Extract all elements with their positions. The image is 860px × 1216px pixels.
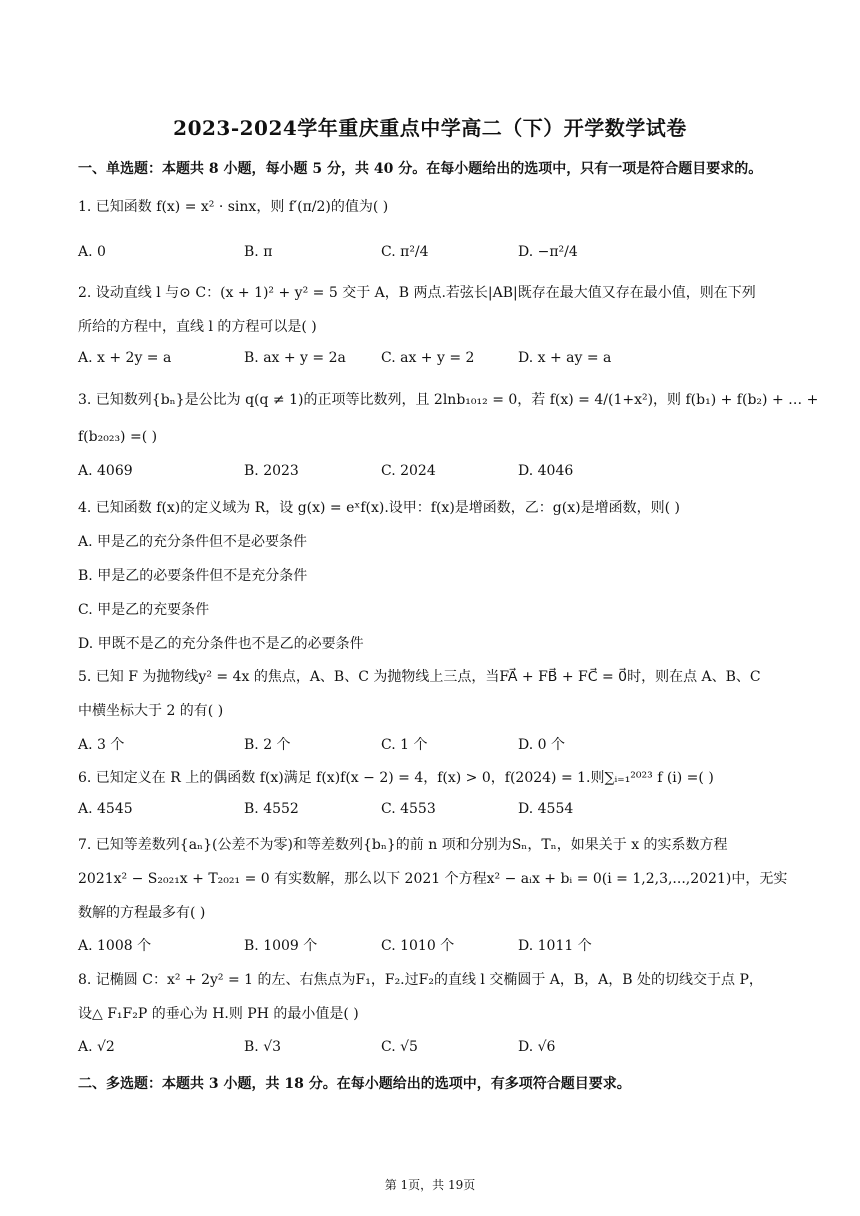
- option-a: A. √2: [78, 1039, 115, 1055]
- section-heading-multiple-choice: 二、多选题：本题共 3 小题，共 18 分。在每小题给出的选项中，有多项符合题目要求。: [78, 1076, 631, 1092]
- question-4-option-a: A. 甲是乙的充分条件但不是必要条件: [78, 534, 308, 550]
- option-c: C. 4553: [381, 801, 436, 817]
- question-8-line-1: 8. 记椭圆 C：x² + 2y² = 1 的左、右焦点为F₁，F₂.过F₂的直线 l 交椭圆于 A，B，A，B 处的切线交于点 P，: [78, 972, 763, 988]
- option-b: B. 2 个: [244, 737, 291, 753]
- question-7-line-1: 7. 已知等差数列{aₙ}(公差不为零)和等差数列{bₙ}的前 n 项和分别为Sₙ，Tₙ，如果关于 x 的实系数方程: [78, 837, 728, 853]
- question-2-options: [78, 350, 788, 374]
- option-d: D. x + ay = a: [518, 350, 612, 366]
- option-d: D. 4046: [518, 463, 574, 479]
- option-b: B. ax + y = 2a: [244, 350, 346, 366]
- question-7-line-2: 2021x² − S₂₀₂₁x + T₂₀₂₁ = 0 有实数解，那么以下 2021 个方程x² − aᵢx + bᵢ = 0(i = 1,2,3,...,2021)中，无实: [78, 871, 788, 887]
- question-1-options: [78, 244, 788, 268]
- option-c: C. ax + y = 2: [381, 350, 475, 366]
- option-d: D. 4554: [518, 801, 574, 817]
- option-b: B. 1009 个: [244, 938, 318, 954]
- option-a: A. 4545: [78, 801, 133, 817]
- option-c: C. 1 个: [381, 737, 428, 753]
- question-2-line-1: 2. 设动直线 l 与⊙ C：(x + 1)² + y² = 5 交于 A，B 两点.若弦长|AB|既存在最大值又存在最小值，则在下列: [78, 285, 756, 301]
- question-3-options: [78, 463, 788, 487]
- question-6-options: [78, 801, 788, 825]
- question-4-option-d: D. 甲既不是乙的充分条件也不是乙的必要条件: [78, 636, 364, 652]
- option-d: D. √6: [518, 1039, 556, 1055]
- question-3-line-1: 3. 已知数列{bₙ}是公比为 q(q ≠ 1)的正项等比数列，且 2lnb₁₀₁₂ = 0，若 f(x) = 4/(1+x²)，则 f(b₁) + f(b₂) + … +: [78, 392, 819, 408]
- question-8-line-2: 设△ F₁F₂P 的垂心为 H.则 PH 的最小值是( ): [78, 1006, 359, 1022]
- question-4-option-b: B. 甲是乙的必要条件但不是充分条件: [78, 568, 308, 584]
- question-3-line-2: f(b₂₀₂₃) =( ): [78, 429, 158, 445]
- question-5-options: [78, 734, 788, 758]
- option-c: C. 2024: [381, 463, 436, 479]
- question-7-line-3: 数解的方程最多有( ): [78, 905, 206, 921]
- question-8-options: [78, 1039, 788, 1063]
- question-4-option-c: C. 甲是乙的充要条件: [78, 602, 210, 618]
- option-c: C. 1010 个: [381, 938, 455, 954]
- question-7-options: [78, 935, 788, 959]
- question-5-line-2: 中横坐标大于 2 的有( ): [78, 703, 224, 719]
- option-a: A. x + 2y = a: [78, 350, 172, 366]
- option-b: B. √3: [244, 1039, 282, 1055]
- option-b: B. 4552: [244, 801, 299, 817]
- question-6: 6. 已知定义在 R 上的偶函数 f(x)满足 f(x)f(x − 2) = 4，f(x) > 0，f(2024) = 1.则∑ᵢ₌₁²⁰²³ f (i) =( ): [78, 770, 714, 786]
- option-d: D. 0 个: [518, 737, 565, 753]
- question-1: 1. 已知函数 f(x) = x² · sinx，则 f′(π/2)的值为( ): [78, 199, 389, 215]
- option-a: A. 1008 个: [78, 938, 152, 954]
- question-4: 4. 已知函数 f(x)的定义域为 R，设 g(x) = eˣf(x).设甲：f(x)是增函数，乙：g(x)是增函数，则( ): [78, 500, 680, 516]
- page-title: 2023-2024学年重庆重点中学高二（下）开学数学试卷: [173, 116, 687, 140]
- question-5-line-1: 5. 已知 F 为抛物线y² = 4x 的焦点，A、B、C 为抛物线上三点，当FA⃗ + FB⃗ + FC⃗ = 0⃗时，则在点 A、B、C: [78, 669, 761, 685]
- option-a: A. 3 个: [78, 737, 125, 753]
- option-a: A. 0: [78, 244, 106, 260]
- option-c: C. π²/4: [381, 244, 429, 260]
- question-2-line-2: 所给的方程中，直线 l 的方程可以是( ): [78, 319, 317, 335]
- section-heading-single-choice: 一、单选题：本题共 8 小题，每小题 5 分，共 40 分。在每小题给出的选项中，只有一项是符合题目要求的。: [78, 161, 763, 177]
- option-b: B. π: [244, 244, 273, 260]
- option-b: B. 2023: [244, 463, 299, 479]
- option-a: A. 4069: [78, 463, 133, 479]
- option-c: C. √5: [381, 1039, 418, 1055]
- option-d: D. −π²/4: [518, 244, 578, 260]
- option-d: D. 1011 个: [518, 938, 592, 954]
- page-footer: 第 1页，共 19页: [384, 1178, 476, 1192]
